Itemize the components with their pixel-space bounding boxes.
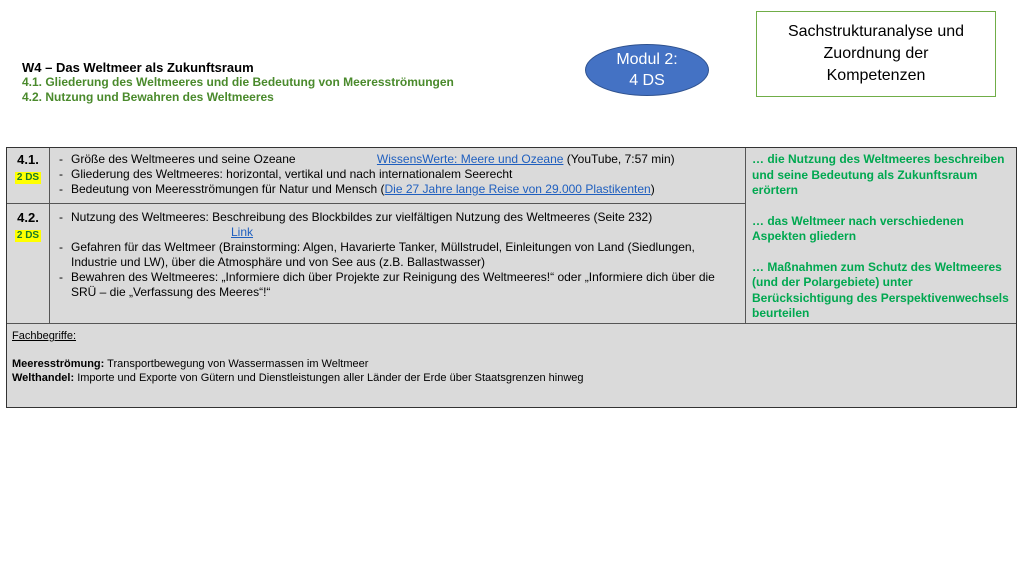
term-row <box>12 357 1002 371</box>
list-item <box>57 240 741 270</box>
term-row <box>12 371 1002 385</box>
item-text: Größe des Weltmeeres und seine Ozeane <box>71 152 296 166</box>
col-divider-2 <box>745 148 746 323</box>
analysis-line-1: Sachstrukturanalyse und <box>787 23 965 40</box>
terms-heading: Fachbegriffe: <box>12 330 77 342</box>
item-text: Bedeutung von Meeresströmungen für Natur und Mensch ( <box>71 182 385 196</box>
analysis-box <box>756 11 996 97</box>
ds-badge-4-1: 2 DS <box>16 172 40 183</box>
item-text: Bewahren des Weltmeeres: „Informiere dich über Projekte zur Reinigung des Weltmeeres!“ oder „Informiere dich über die SRÜ – die „Verfassung des Meeres“!“ <box>71 270 715 299</box>
modul-ds: 4 DS <box>629 72 665 89</box>
term-label: Meeresströmung: <box>12 358 105 370</box>
item-text: (YouTube, 7:57 min) <box>563 152 675 166</box>
col-divider-1 <box>49 148 50 323</box>
video-link-oceans[interactable]: WissensWerte: Meere und Ozeane <box>376 152 564 166</box>
subtitle-4-1: 4.1. Gliederung des Weltmeeres und die Bedeutung von Meeresströmungen <box>22 75 454 89</box>
plastic-ducks-link[interactable]: Die 27 Jahre lange Reise von 29.000 Plastikenten <box>384 182 651 196</box>
list-item <box>57 210 741 240</box>
competences-cell <box>752 152 1012 337</box>
row-divider-1 <box>7 203 746 204</box>
item-text: Nutzung des Weltmeeres: Beschreibung des Blockbildes zur vielfältigen Nutzung des Weltmeeres (Seite 232) <box>71 210 653 224</box>
module-number-4-2: 4.2. <box>17 210 39 225</box>
page-title: W4 – Das Weltmeer als Zukunftsraum <box>22 60 254 75</box>
term-label: Welthandel: <box>12 372 75 384</box>
topics-cell-4-1 <box>57 152 741 197</box>
item-text: ) <box>650 182 655 196</box>
item-text: Gliederung des Weltmeeres: horizontal, vertikal und nach internationalem Seerecht <box>71 167 513 181</box>
list-item <box>57 182 741 197</box>
module-cell-4-1 <box>7 152 49 185</box>
list-item <box>57 152 741 167</box>
subtitle-4-2: 4.2. Nutzung und Bewahren des Weltmeeres <box>22 90 274 104</box>
terms-cell <box>12 329 1002 385</box>
ds-badge-4-2: 2 DS <box>16 230 40 241</box>
module-number-4-1: 4.1. <box>17 152 39 167</box>
modul-label: Modul 2: <box>616 51 678 68</box>
term-definition: Transportbewegung von Wassermassen im Weltmeer <box>104 358 369 370</box>
header-title-block <box>22 60 582 105</box>
module-cell-4-2 <box>7 210 49 243</box>
analysis-line-3: Kompetenzen <box>826 67 926 84</box>
list-item <box>57 167 741 182</box>
competence-item: … Maßnahmen zum Schutz des Weltmeeres (und der Polargebiete) unter Berücksichtigung des Perspektivenwechsels beurteilen <box>752 259 1009 320</box>
topics-cell-4-2 <box>57 210 741 300</box>
content-table <box>6 147 1017 408</box>
competence-item: … die Nutzung des Weltmeeres beschreiben und seine Bedeutung als Zukunftsraum erörtern <box>752 152 1005 197</box>
term-definition: Importe und Exporte von Gütern und Dienstleistungen aller Länder der Erde über Staatsgrenzen hinweg <box>74 372 584 384</box>
blockbild-link[interactable]: Link <box>231 225 254 239</box>
modul-badge <box>585 44 709 96</box>
list-item <box>57 270 741 300</box>
analysis-line-2: Zuordnung der <box>823 45 929 62</box>
item-text: Gefahren für das Weltmeer (Brainstorming: Algen, Havarierte Tanker, Müllstrudel, Einleitungen von Land (Siedlungen, Industrie und LW), über die Atmosphäre und von See aus (z.B. Ballastwasser) <box>71 240 695 269</box>
competence-item: … das Weltmeer nach verschiedenen Aspekten gliedern <box>752 213 964 243</box>
